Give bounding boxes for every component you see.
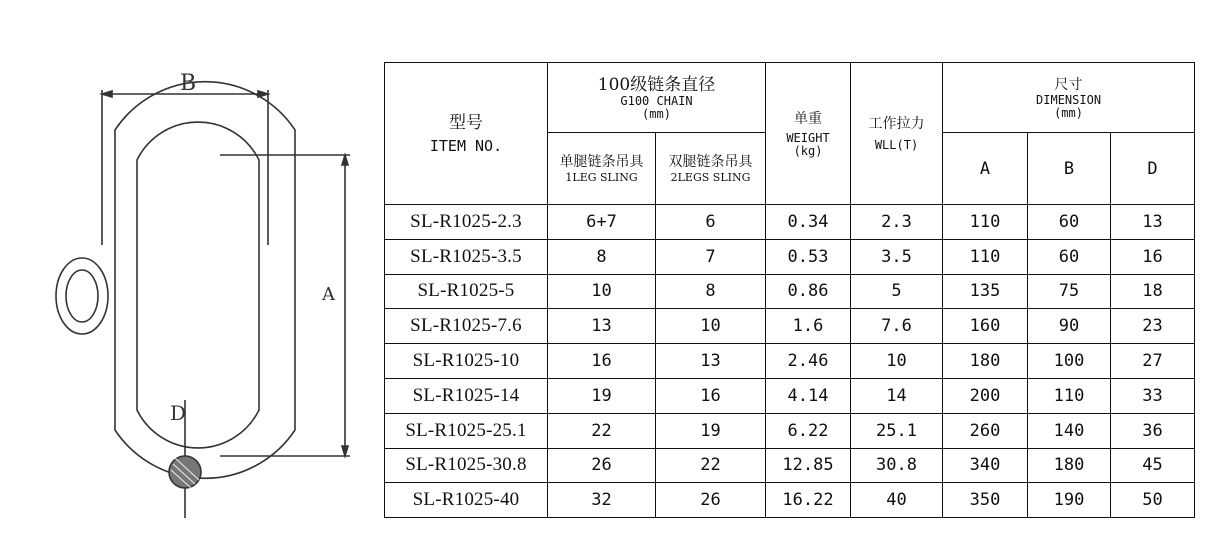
table-row	[385, 309, 1195, 344]
cell-leg1: 32	[548, 483, 656, 518]
cell-leg2: 8	[656, 274, 766, 309]
cell-a: 340	[943, 448, 1028, 483]
header-1leg-sling	[548, 133, 656, 205]
specification-table	[384, 62, 1195, 518]
weld-boss-inner	[66, 270, 98, 322]
header-item-no-en: ITEM NO.	[429, 136, 503, 155]
header-item-no	[385, 63, 548, 205]
header-chain-unit: (mm)	[642, 106, 671, 121]
header-col-a: A	[943, 133, 1028, 205]
cell-wll: 5	[851, 274, 943, 309]
cell-b: 60	[1028, 239, 1111, 274]
table-body	[385, 205, 1195, 518]
cell-model: SL-R1025-10	[385, 344, 548, 379]
dimension-label-d: D	[170, 401, 187, 425]
header-dimension	[943, 63, 1195, 133]
table-row	[385, 413, 1195, 448]
cell-weight: 1.6	[766, 309, 851, 344]
cell-a: 350	[943, 483, 1028, 518]
cell-weight: 0.34	[766, 205, 851, 240]
cell-d: 50	[1111, 483, 1195, 518]
cell-d: 16	[1111, 239, 1195, 274]
cell-weight: 0.53	[766, 239, 851, 274]
header-wll	[851, 63, 943, 205]
cell-leg2: 16	[656, 378, 766, 413]
cell-model: SL-R1025-3.5	[385, 239, 548, 274]
header-dimension-en: DIMENSION	[1036, 92, 1102, 107]
cell-wll: 10	[851, 344, 943, 379]
table-row	[385, 378, 1195, 413]
header-1leg-en: 1LEG SLING	[565, 171, 638, 184]
cell-wll: 40	[851, 483, 943, 518]
cell-b: 100	[1028, 344, 1111, 379]
cell-model: SL-R1025-7.6	[385, 309, 548, 344]
link-inner-outline	[137, 122, 259, 448]
cell-leg1: 13	[548, 309, 656, 344]
cell-leg1: 22	[548, 413, 656, 448]
cell-leg2: 10	[656, 309, 766, 344]
cell-leg2: 7	[656, 239, 766, 274]
cell-d: 23	[1111, 309, 1195, 344]
cell-b: 140	[1028, 413, 1111, 448]
cell-leg2: 26	[656, 483, 766, 518]
cell-leg1: 6+7	[548, 205, 656, 240]
header-dimension-zh: 尺寸	[1054, 76, 1083, 93]
cell-weight: 4.14	[766, 378, 851, 413]
cell-b: 190	[1028, 483, 1111, 518]
cell-d: 27	[1111, 344, 1195, 379]
cell-weight: 2.46	[766, 344, 851, 379]
cell-wll: 7.6	[851, 309, 943, 344]
cell-leg1: 19	[548, 378, 656, 413]
cell-d: 36	[1111, 413, 1195, 448]
header-weight	[766, 63, 851, 205]
header-dimension-unit: (mm)	[1054, 105, 1083, 120]
cell-a: 160	[943, 309, 1028, 344]
cell-weight: 12.85	[766, 448, 851, 483]
cell-model: SL-R1025-2.3	[385, 205, 548, 240]
cell-b: 180	[1028, 448, 1111, 483]
header-chain	[548, 63, 766, 133]
cell-leg1: 10	[548, 274, 656, 309]
cell-leg2: 13	[656, 344, 766, 379]
cell-leg1: 8	[548, 239, 656, 274]
master-link-drawing	[40, 60, 370, 530]
cell-model: SL-R1025-25.1	[385, 413, 548, 448]
header-weight-en: WEIGHT	[786, 130, 830, 145]
table-row	[385, 274, 1195, 309]
table-row	[385, 483, 1195, 518]
cell-b: 60	[1028, 205, 1111, 240]
header-weight-unit: (kg)	[793, 143, 823, 158]
cell-wll: 25.1	[851, 413, 943, 448]
cell-weight: 6.22	[766, 413, 851, 448]
cell-leg1: 26	[548, 448, 656, 483]
cell-wll: 14	[851, 378, 943, 413]
header-2legs-en: 2LEGS SLING	[670, 171, 751, 184]
cell-wll: 30.8	[851, 448, 943, 483]
cell-wll: 3.5	[851, 239, 943, 274]
cell-model: SL-R1025-30.8	[385, 448, 548, 483]
cell-model: SL-R1025-14	[385, 378, 548, 413]
header-item-no-zh: 型号	[449, 112, 483, 133]
cell-a: 260	[943, 413, 1028, 448]
table-row	[385, 448, 1195, 483]
cell-weight: 0.86	[766, 274, 851, 309]
cell-a: 135	[943, 274, 1028, 309]
cell-d: 45	[1111, 448, 1195, 483]
table-row	[385, 205, 1195, 240]
dimension-label-b: B	[180, 71, 197, 96]
header-wll-en: WLL(T)	[874, 138, 919, 152]
cell-a: 110	[943, 239, 1028, 274]
cell-leg1: 16	[548, 344, 656, 379]
header-weight-zh: 单重	[794, 110, 823, 127]
cell-a: 110	[943, 205, 1028, 240]
header-chain-zh: 100级链条直径	[597, 74, 716, 95]
header-col-b: B	[1028, 133, 1111, 205]
cell-wll: 2.3	[851, 205, 943, 240]
cell-d: 33	[1111, 378, 1195, 413]
table-row	[385, 239, 1195, 274]
header-wll-zh: 工作拉力	[868, 116, 925, 132]
header-col-d: D	[1111, 133, 1195, 205]
header-1leg-zh: 单腿链条吊具	[559, 154, 644, 170]
dimension-label-a: A	[322, 284, 335, 305]
cell-b: 75	[1028, 274, 1111, 309]
table-row	[385, 344, 1195, 379]
cell-a: 180	[943, 344, 1028, 379]
header-2legs-sling	[656, 133, 766, 205]
cell-d: 18	[1111, 274, 1195, 309]
header-chain-en: G100 CHAIN	[620, 93, 693, 108]
cell-a: 200	[943, 378, 1028, 413]
cell-weight: 16.22	[766, 483, 851, 518]
cell-leg2: 6	[656, 205, 766, 240]
cell-b: 110	[1028, 378, 1111, 413]
cell-model: SL-R1025-40	[385, 483, 548, 518]
cell-model: SL-R1025-5	[385, 274, 548, 309]
cell-b: 90	[1028, 309, 1111, 344]
header-2legs-zh: 双腿链条吊具	[668, 154, 753, 170]
cell-d: 13	[1111, 205, 1195, 240]
cell-leg2: 19	[656, 413, 766, 448]
cell-leg2: 22	[656, 448, 766, 483]
